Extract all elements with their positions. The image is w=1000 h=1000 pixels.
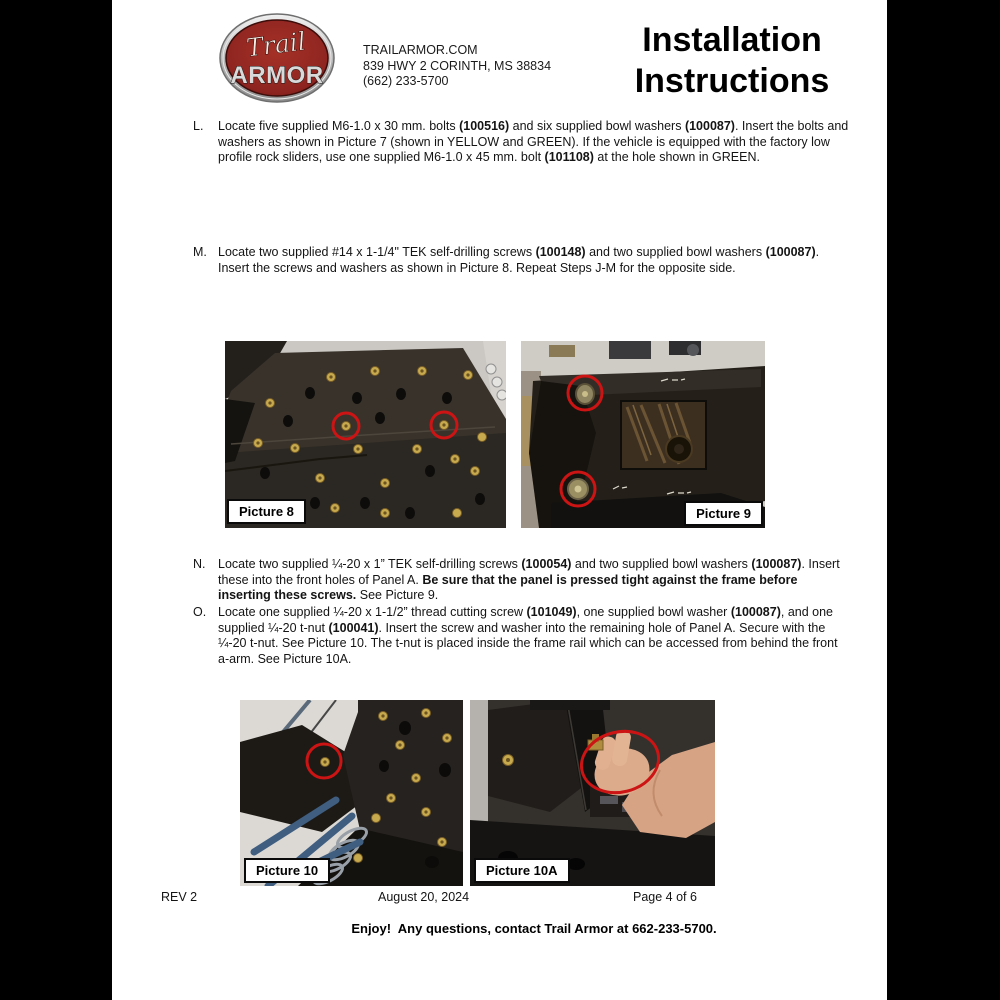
closing-note: Enjoy! Any questions, contact Trail Armor at 662-233-5700. — [351, 921, 717, 936]
picture-9-label: Picture 9 — [684, 501, 763, 526]
logo-arc-text: ARMOR — [230, 62, 324, 89]
step-text: Locate two supplied #14 x 1-1/4" TEK self-drilling screws (100148) and two supplied bowl washers (100087). Insert the screws and washers as shown in Picture 8. Repeat Steps J-M for the opposite side. — [218, 245, 820, 275]
page-title-line2: Instructions — [634, 62, 830, 100]
picture-9-photo — [521, 341, 765, 528]
contact-block — [363, 43, 551, 90]
step-L — [193, 119, 851, 166]
step-text: Locate two supplied ¼-20 x 1” TEK self-drilling screws (100054) and two supplied bowl washers (100087). Insert these into the front holes of Panel A. Be sure that the panel is pressed tight against the frame before inserting these screws. See Picture 9. — [218, 557, 840, 603]
picture-10-label: Picture 10 — [244, 858, 330, 883]
picture-10a-photo — [470, 700, 715, 886]
page-title — [610, 20, 854, 102]
step-letter: N. — [193, 557, 206, 571]
step-M — [193, 245, 851, 276]
step-text: Locate five supplied M6-1.0 x 30 mm. bolts (100516) and six supplied bowl washers (100087). Insert the bolts and washers as shown in Picture 7 (shown in YELLOW and GREEN). If the vehicle is equipped with the factory low profile rock sliders, use one supplied M6-1.0 x 45 mm. bolt (101108) at the hole shown in GREEN. — [218, 119, 849, 165]
trailarmor-badge-icon — [216, 10, 338, 106]
picture-8-photo — [225, 341, 506, 528]
contact-address: 839 HWY 2 CORINTH, MS 38834 — [363, 58, 552, 73]
step-letter: M. — [193, 245, 207, 259]
revision-label: REV 2 — [161, 890, 198, 904]
step-text: Locate one supplied ¼-20 x 1-1/2” thread cutting screw (101049), one supplied bowl washer (100087), and one supplied ¼-20 t-nut (100041). Insert the screw and washer into the remaining hole of Panel A. Secure with the ¼-20 t-nut. See Picture 10. The t-nut is placed inside the frame rail which can be accessed from behind the front a-arm. See Picture 10A. — [218, 605, 838, 666]
trailarmor-logo — [216, 10, 338, 106]
picture-10-photo — [240, 700, 463, 886]
step-O — [193, 605, 851, 667]
picture-9-image — [521, 341, 765, 528]
logo-script-text: Trail — [244, 26, 308, 63]
document-page — [112, 0, 887, 1000]
date-label: August 20, 2024 — [378, 890, 470, 904]
picture-8-label: Picture 8 — [227, 499, 306, 524]
step-N — [193, 557, 851, 604]
bowl-washer — [503, 755, 514, 766]
frame-opening — [621, 401, 706, 469]
picture-10a-label: Picture 10A — [474, 858, 570, 883]
contact-phone: (662) 233-5700 — [363, 74, 449, 88]
page-number: Page 4 of 6 — [633, 890, 697, 904]
contact-website: TRAILARMOR.COM — [363, 43, 478, 57]
step-letter: O. — [193, 605, 207, 619]
step-letter: L. — [193, 119, 204, 133]
page-title-line1: Installation — [642, 21, 822, 59]
